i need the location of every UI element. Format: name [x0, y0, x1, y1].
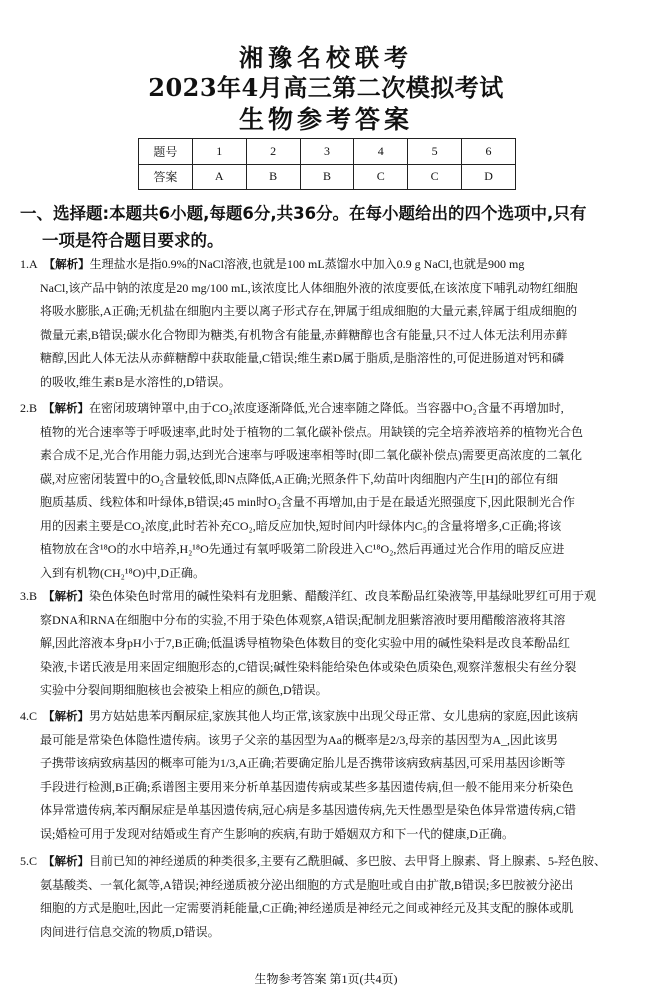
explanation-line	[20, 776, 638, 800]
explanation-line	[20, 371, 638, 395]
analysis-tag: 【解析】	[43, 854, 90, 868]
explanation-line	[20, 397, 638, 421]
table-cell: C	[408, 164, 462, 190]
explanation-text: 植物的光合速率等于呼吸速率,此时处于植物的二氧化碳补偿点。用缺镁的完全培养液培养的植物光合色	[40, 424, 584, 439]
explanation-line	[20, 609, 638, 633]
explanation-text: 的吸收,维生素B是水溶性的,D错误。	[40, 374, 231, 389]
exam-name-title: 2023年4月高三第二次模拟考试	[148, 73, 504, 102]
question-explanation	[20, 585, 638, 703]
explanation-text: 素合成不足,光合作用能力弱,达到光合速率与呼吸速率相等时(即二氧化碳补偿点)需要更高浓度的二氧化	[40, 448, 582, 462]
question-number: 1.	[20, 257, 29, 271]
explanation-line	[20, 468, 638, 492]
explanation-line	[20, 562, 638, 586]
explanation-line	[20, 656, 638, 680]
answer-letter: A	[29, 257, 38, 271]
explanation-text: 糖醇,因此人体无法从赤藓糖醇中获取能量,C错误;维生素D属于脂质,是脂溶性的,可促进肠道对钙和磷	[40, 351, 565, 365]
explanation-line	[20, 729, 638, 753]
explanation-text: 染色体染色时常用的碱性染料有龙胆紫、醋酸洋红、改良苯酚品红染液等,甲基绿吡罗红可用于观	[89, 589, 597, 603]
explanation-line	[20, 632, 638, 656]
table-cell: B	[246, 164, 300, 190]
section-heading-line: 一、选择题:本题共6小题,每题6分,共36分。在每小题给出的四个选项中,只有	[20, 204, 587, 223]
table-cell: 1	[192, 139, 246, 165]
explanation-line	[20, 277, 638, 301]
explanation-line	[20, 253, 638, 277]
explanation-text: 氨基酸类、一氧化氮等,A错误;神经递质被分泌出细胞的方式是胞吐或自由扩散,B错误;多巴胺被分泌出	[40, 877, 574, 892]
analysis-tag: 【解析】	[43, 401, 90, 415]
explanation-line	[20, 538, 638, 562]
explanation-line	[20, 705, 638, 729]
explanation-text: 在密闭玻璃钟罩中,由于CO₂浓度逐渐降低,光合速率随之降低。当容器中O₂含量不再增加时,	[89, 401, 564, 415]
table-cell: A	[192, 164, 246, 190]
explanation-text: 微量元素,B错误;碳水化合物即为糖类,有机物含有能量,赤藓糖醇也含有能量,只不过人体无法利用赤藓	[40, 327, 568, 342]
table-cell: D	[462, 164, 516, 190]
question-number: 2.	[20, 401, 29, 415]
answer-letter: C	[29, 709, 38, 723]
question-number-row	[139, 139, 516, 165]
explanation-line	[20, 491, 638, 515]
table-cell: 3	[300, 139, 354, 165]
page-footer: 生物参考答案 第1页(共4页)	[254, 972, 398, 986]
explanation-text: 染液,卡诺氏液是用来固定细胞形态的,C错误;碱性染料能给染色体或染色质染色,观察洋葱根尖有丝分裂	[40, 659, 577, 674]
explanation-line	[20, 897, 638, 921]
analysis-tag: 【解析】	[43, 589, 90, 603]
explanation-line	[20, 421, 638, 445]
section-heading-line: 一项是符合题目要求的。	[42, 231, 224, 250]
explanation-text: 细胞的方式是胞吐,因此一定需要消耗能量,C正确;神经递质是神经元之间或神经元及其支配的腺体或肌	[40, 901, 574, 915]
explanation-line	[20, 300, 638, 324]
explanation-text: 植物放在含¹⁸O的水中培养,H₂¹⁸O先通过有氧呼吸第二阶段进入C¹⁸O₂,然后再通过光合作用的暗反应进	[40, 542, 565, 556]
explanation-line	[20, 324, 638, 348]
explanation-text: 目前已知的神经递质的种类很多,主要有乙酰胆碱、多巴胺、去甲肾上腺素、肾上腺素、5-羟色胺、	[89, 854, 607, 868]
explanation-line	[20, 515, 638, 539]
explanation-line	[20, 850, 638, 874]
question-number: 5.	[20, 854, 29, 868]
question-explanation	[20, 397, 638, 585]
explanation-line	[20, 444, 638, 468]
table-cell: C	[354, 164, 408, 190]
explanation-line	[20, 347, 638, 371]
explanation-text: 察DNA和RNA在细胞中分布的实验,不用于染色体观察,A错误;配制龙胆紫溶液时要用醋酸溶液将其溶	[40, 612, 566, 627]
subject-title: 生物参考答案	[238, 105, 413, 134]
explanation-text: 解,因此溶液本身pH小于7,B正确;低温诱导植物染色体数目的变化实验中用的碱性染料是改良苯酚品红	[40, 636, 571, 650]
explanation-text: 实验中分裂间期细胞核也会被染上相应的颜色,D错误。	[40, 683, 328, 697]
table-cell: 4	[354, 139, 408, 165]
question-number: 3.	[20, 589, 29, 603]
explanation-line	[20, 679, 638, 703]
explanation-text: 将吸水膨胀,A正确;无机盐在细胞内主要以离子形式存在,钾属于组成细胞的大量元素,锌属于组成细胞的	[40, 304, 578, 318]
explanation-text: 碳,对应密闭装置中的O₂含量较低,即N点降低,A正确;光照条件下,幼苗叶肉细胞内产生[H]的部位有细	[40, 471, 559, 486]
explanation-text: NaCl,该产品中钠的浓度是20 mg/100 mL,该浓度比人体细胞外液的浓度要低,在该浓度下哺乳动物红细胞	[40, 280, 578, 295]
answer-row	[139, 164, 516, 190]
answer-letter: C	[29, 854, 38, 868]
explanation-text: 最可能是常染色体隐性遗传病。该男子父亲的基因型为Aa的概率是2/3,母亲的基因型为A_,因此该男	[40, 732, 558, 747]
table-cell: 题号	[139, 139, 193, 165]
analysis-tag: 【解析】	[43, 709, 90, 723]
explanation-line	[20, 585, 638, 609]
explanation-text: 误;婚检可用于发现对结婚或生育产生影响的疾病,有助于婚姻双方和下一代的健康,D正确。	[40, 826, 515, 841]
explanation-text: 体异常遗传病,苯丙酮尿症是单基因遗传病,冠心病是多基因遗传病,先天性愚型是染色体异常遗传病,C错	[40, 803, 577, 817]
exam-union-title: 湘豫名校联考	[239, 43, 413, 72]
table-cell: 2	[246, 139, 300, 165]
table-cell: B	[300, 164, 354, 190]
explanation-text: 子携带该病致病基因的概率可能为1/3,A正确;若要确定胎儿是否携带该病致病基因,可采用基因诊断等	[40, 756, 566, 770]
table-cell: 6	[462, 139, 516, 165]
answer-letter: B	[29, 401, 38, 415]
explanation-line	[20, 921, 638, 945]
explanation-text: 用的因素主要是CO₂浓度,此时若补充CO₂,暗反应加快,短时间内叶绿体内C₅的含量将增多,C正确;将该	[40, 518, 562, 533]
table-cell: 5	[408, 139, 462, 165]
question-number: 4.	[20, 709, 29, 723]
question-explanation	[20, 850, 638, 944]
explanation-line	[20, 799, 638, 823]
table-cell: 答案	[139, 164, 193, 190]
explanation-text: 生理盐水是指0.9%的NaCl溶液,也就是100 mL蒸馏水中加入0.9 g NaCl,也就是900 mg	[89, 257, 525, 271]
explanation-line	[20, 874, 638, 898]
explanation-line	[20, 752, 638, 776]
question-explanation	[20, 253, 638, 394]
explanation-text: 肉间进行信息交流的物质,D错误。	[40, 924, 220, 939]
analysis-tag: 【解析】	[43, 257, 90, 271]
explanation-text: 入到有机物(CH₂¹⁸O)中,D正确。	[40, 565, 205, 580]
answer-table	[138, 138, 516, 190]
explanation-text: 男方姑姑患苯丙酮尿症,家族其他人均正常,该家族中出现父母正常、女儿患病的家庭,因此该病	[89, 709, 579, 723]
explanation-text: 胞质基质、线粒体和叶绿体,B错误;45 min时O₂含量不再增加,由于是在最适光照强度下,因此限制光合作	[40, 495, 575, 509]
question-explanation	[20, 705, 638, 846]
section-heading	[20, 200, 640, 254]
explanation-text: 手段进行检测,B正确;系谱图主要用来分析单基因遗传病或某些多基因遗传病,但一般不能用来分析染色	[40, 779, 574, 794]
explanation-line	[20, 823, 638, 847]
answer-letter: B	[29, 589, 38, 603]
